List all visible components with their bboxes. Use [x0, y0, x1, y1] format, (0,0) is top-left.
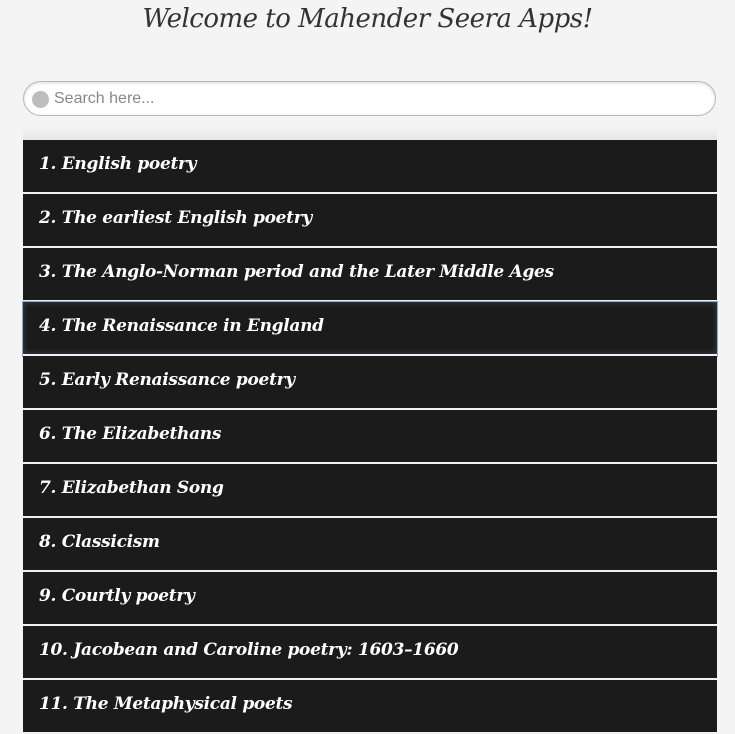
list-item[interactable]: [23, 248, 717, 302]
list-item[interactable]: [23, 464, 717, 518]
list-item[interactable]: [23, 194, 717, 248]
search-icon: [32, 91, 49, 108]
list-item[interactable]: [23, 140, 717, 194]
topic-list: [23, 140, 717, 734]
list-item-label: 8. Classicism: [39, 532, 160, 552]
list-item[interactable]: [23, 302, 717, 356]
list-item-label: 4. The Renaissance in England: [39, 316, 324, 336]
list-item[interactable]: [23, 356, 717, 410]
search-input[interactable]: [54, 82, 704, 115]
list-item[interactable]: [23, 626, 717, 680]
search-bar[interactable]: [23, 81, 716, 116]
list-item[interactable]: [23, 410, 717, 464]
list-item-label: 10. Jacobean and Caroline poetry: 1603–1660: [39, 640, 459, 660]
list-item-label: 1. English poetry: [39, 154, 197, 174]
list-item-label: 7. Elizabethan Song: [39, 478, 224, 498]
list-item-label: 9. Courtly poetry: [39, 586, 195, 606]
list-item-label: 3. The Anglo-Norman period and the Later Middle Ages: [39, 262, 554, 282]
list-item-label: 11. The Metaphysical poets: [39, 694, 293, 714]
list-divider: [23, 127, 717, 141]
list-item[interactable]: [23, 680, 717, 734]
list-item[interactable]: [23, 572, 717, 626]
list-item-label: 2. The earliest English poetry: [39, 208, 312, 228]
list-item-label: 6. The Elizabethans: [39, 424, 222, 444]
page-title: Welcome to Mahender Seera Apps!: [142, 4, 593, 34]
list-item[interactable]: [23, 518, 717, 572]
list-item-label: 5. Early Renaissance poetry: [39, 370, 295, 390]
